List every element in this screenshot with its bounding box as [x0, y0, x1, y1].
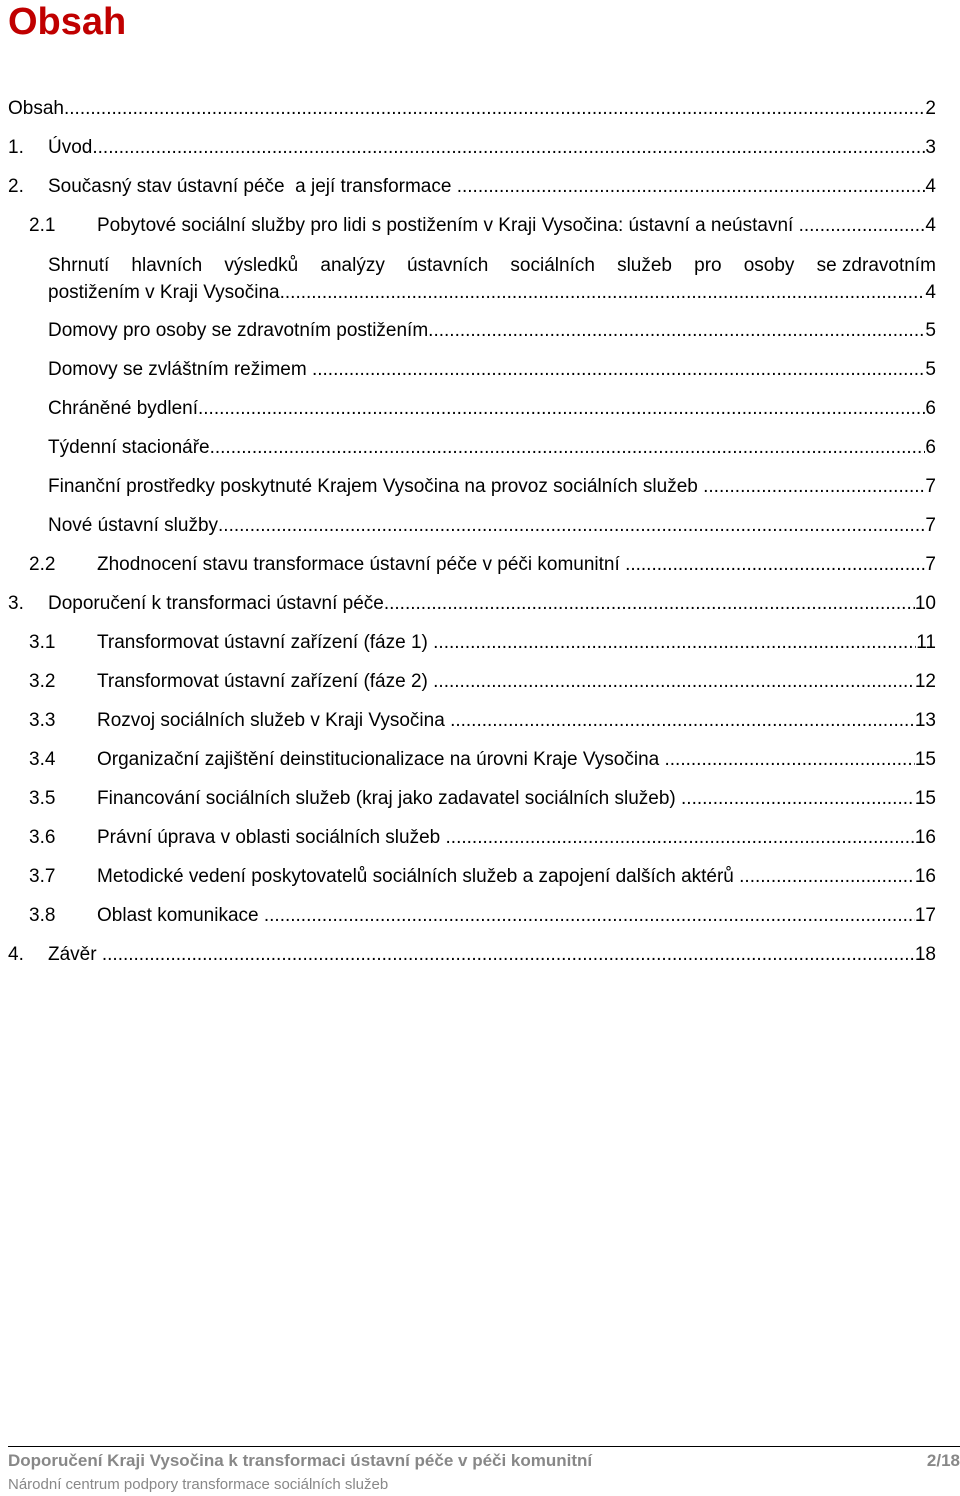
toc-page-number: 4: [925, 282, 936, 303]
toc-entry-text: Oblast komunikace: [97, 905, 264, 926]
toc-leader: [739, 865, 915, 889]
toc-leader: [446, 826, 915, 850]
toc-entry-number: 3.4: [29, 749, 56, 770]
toc-entry-text: Nové ústavní služby: [48, 515, 219, 536]
toc-page-number: 16: [914, 827, 936, 848]
toc-entry-number: 3.6: [29, 827, 56, 848]
toc-leader: [218, 514, 925, 538]
toc-entry-number: 3.: [8, 593, 24, 614]
toc-leader: [799, 214, 926, 238]
toc-page-number: 5: [925, 359, 936, 380]
footer-page-number: 2/18: [926, 1451, 960, 1470]
toc-page-number: 13: [914, 710, 936, 731]
toc-leader: [625, 553, 925, 577]
footer-document-title: Doporučení Kraji Vysočina k transformaci ústavní péče v péči komunitní: [8, 1451, 593, 1470]
toc-word: osoby: [743, 255, 795, 276]
toc-entry-number: 2.1: [29, 215, 56, 236]
toc-entry-text: Metodické vedení poskytovatelů sociálních služeb a zapojení dalších aktérů: [97, 866, 740, 887]
toc-leader: [264, 904, 915, 928]
toc-word: výsledků: [224, 255, 299, 276]
toc-page-number: 6: [925, 398, 936, 419]
toc-entry-shrnuti[interactable]: [48, 252, 936, 306]
toc-entry-number: 4.: [8, 944, 24, 965]
toc-entry-text: Zhodnocení stavu transformace ústavní péče v péči komunitní: [97, 554, 626, 575]
toc-entry-pobytove-sluzby[interactable]: [29, 214, 936, 238]
toc-entry-chranene-bydleni[interactable]: [48, 397, 936, 421]
toc-leader: [681, 787, 915, 811]
toc-entry-number: 3.1: [29, 632, 56, 653]
toc-entry-text: Současný stav ústavní péče a její transformace: [48, 176, 457, 197]
footer-divider: [8, 1446, 960, 1447]
page-title: Obsah: [8, 1, 127, 43]
toc-page-number: 15: [914, 788, 936, 809]
toc-entry-text: Organizační zajištění deinstitucionalizace na úrovni Kraje Vysočina: [97, 749, 665, 770]
toc-page-number: 3: [925, 137, 936, 158]
toc-leader: [665, 748, 915, 772]
toc-leader: [433, 670, 915, 694]
toc-entry-number: 3.7: [29, 866, 56, 887]
toc-entry-text: Financování sociálních služeb (kraj jako zadavatel sociálních služeb): [97, 788, 682, 809]
toc-leader: [198, 397, 925, 421]
toc-entry-text: Domovy se zvláštním režimem: [48, 359, 312, 380]
toc-entry-domovy-pro-osoby[interactable]: [48, 319, 936, 343]
toc-entry-organizacni-zajisteni[interactable]: [29, 748, 936, 772]
toc-entry-zaver[interactable]: [8, 943, 936, 967]
toc-entry-nove-ustavni-sluzby[interactable]: [48, 514, 936, 538]
toc-page-number: 7: [925, 515, 936, 536]
toc-entry-number: 2.: [8, 176, 24, 197]
toc-entry-number: 3.5: [29, 788, 56, 809]
toc-page-number: 7: [925, 554, 936, 575]
toc-page-number: 12: [914, 671, 936, 692]
toc-entry-text: Právní úprava v oblasti sociálních služeb: [97, 827, 446, 848]
toc-leader: [210, 436, 926, 460]
toc-entry-doporuceni[interactable]: [8, 592, 936, 616]
toc-word: Shrnutí: [48, 255, 110, 276]
toc-leader: [428, 319, 925, 343]
toc-page-number: 10: [914, 593, 936, 614]
toc-entry-number: 3.3: [29, 710, 56, 731]
toc-entry-text: Chráněné bydlení: [48, 398, 198, 419]
toc-leader: [280, 279, 926, 306]
toc-entry-faze-1[interactable]: [29, 631, 936, 655]
toc-page-number: 11: [916, 632, 936, 653]
toc-entry-metodicke-vedeni[interactable]: [29, 865, 936, 889]
toc-page-number: 2: [925, 98, 936, 119]
toc-entry-soucasny-stav[interactable]: [8, 175, 936, 199]
toc-page-number: 4: [925, 215, 936, 236]
toc-entry-text: Transformovat ústavní zařízení (fáze 1): [97, 632, 434, 653]
toc-entry-domovy-zvlastni-rezim[interactable]: [48, 358, 936, 382]
toc-page-number: 17: [914, 905, 936, 926]
toc-leader: [64, 97, 925, 121]
toc-leader: [450, 709, 915, 733]
toc-entry-number: 3.8: [29, 905, 56, 926]
toc-entry-text: Domovy pro osoby se zdravotním postižením: [48, 320, 429, 341]
toc-page-number: 18: [914, 944, 936, 965]
toc-entry-text: Úvod: [48, 137, 93, 158]
toc-entry-number: 3.2: [29, 671, 56, 692]
toc-leader: [433, 631, 916, 655]
toc-entry-text: Transformovat ústavní zařízení (fáze 2): [97, 671, 434, 692]
toc-entry-rozvoj-sluzeb[interactable]: [29, 709, 936, 733]
toc-entry-text: Doporučení k transformaci ústavní péče: [48, 593, 384, 614]
toc-page-number: 16: [914, 866, 936, 887]
toc-entry-text: Finanční prostředky poskytnuté Krajem Vysočina na provoz sociálních služeb: [48, 476, 704, 497]
toc-entry-uvod[interactable]: [8, 136, 936, 160]
toc-entry-text: Závěr: [48, 944, 102, 965]
toc-leader: [312, 358, 925, 382]
toc-entry-obsah[interactable]: [8, 97, 936, 121]
toc-leader: [457, 175, 926, 199]
toc-page-number: 7: [925, 476, 936, 497]
toc-entry-number: 2.2: [29, 554, 56, 575]
toc-page-number: 6: [925, 437, 936, 458]
toc-entry-faze-2[interactable]: [29, 670, 936, 694]
toc-entry-tydenni-stacionare[interactable]: [48, 436, 936, 460]
toc-entry-financovani[interactable]: [29, 787, 936, 811]
toc-word: pro: [694, 255, 722, 276]
toc-leader: [703, 475, 925, 499]
toc-entry-text: Týdenní stacionáře: [48, 437, 210, 458]
toc-entry-zhodnoceni-stavu[interactable]: [29, 553, 936, 577]
toc-entry-number: 1.: [8, 137, 24, 158]
toc-entry-text-line1: [48, 252, 936, 279]
toc-page-number: 4: [925, 176, 936, 197]
toc-word: služeb: [617, 255, 672, 276]
toc-leader: [384, 592, 915, 616]
toc-entry-text: Rozvoj sociálních služeb v Kraji Vysočina: [97, 710, 451, 731]
toc-leader: [92, 136, 925, 160]
toc-word: se zdravotním: [816, 255, 936, 276]
toc-page-number: 15: [914, 749, 936, 770]
toc-entry-text: Obsah: [8, 98, 64, 119]
toc-entry-financni-prostredky[interactable]: [48, 475, 936, 499]
toc-page-number: 5: [925, 320, 936, 341]
toc-entry-komunikace[interactable]: [29, 904, 936, 928]
toc-word: sociálních: [510, 255, 595, 276]
toc-entry-text: postižením v Kraji Vysočina: [48, 282, 280, 303]
toc-word: analýzy: [320, 255, 385, 276]
toc-word: ústavních: [406, 255, 489, 276]
toc-entry-text: Pobytové sociální služby pro lidi s postižením v Kraji Vysočina: ústavní a neústavní: [97, 215, 799, 236]
toc-word: hlavních: [131, 255, 203, 276]
footer-organization: Národní centrum podpory transformace sociálních služeb: [8, 1476, 389, 1493]
toc-entry-text-line2: [48, 279, 936, 306]
toc-entry-pravni-uprava[interactable]: [29, 826, 936, 850]
toc-leader: [102, 943, 915, 967]
